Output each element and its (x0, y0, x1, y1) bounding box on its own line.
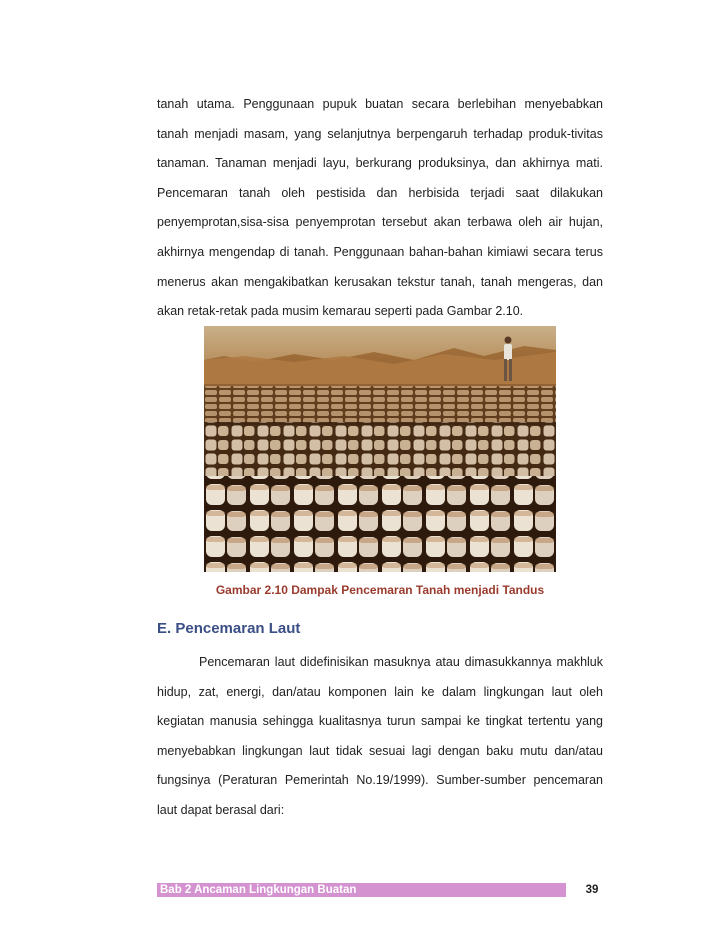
figure-caption: Gambar 2.10 Dampak Pencemaran Tanah menjadi Tandus (215, 583, 545, 597)
page-number: 39 (585, 884, 599, 896)
footer-chapter-title: Bab 2 Ancaman Lingkungan Buatan (160, 884, 357, 896)
section-heading (157, 620, 300, 637)
section-letter: E. (157, 620, 172, 637)
section-title: Pencemaran Laut (175, 620, 301, 637)
figure-cracked-soil-photo (204, 326, 556, 572)
section-paragraph (157, 648, 603, 826)
body-paragraph-1: tanah utama. Penggunaan pupuk buatan secara berlebihan menyebabkan tanah menjadi masam, yang selanjutnya berpengaruh terhadap produk-tivitas tanaman. Tanaman menjadi layu, berkurang produksinya, dan akhirnya mati. Pencemaran tanah oleh pestisida dan herbisida terjadi saat dilakukan penyemprotan,sisa-sisa penyemprotan tersebut akan terbawa oleh air hujan, akhirnya mengendap di tanah. Penggunaan bahan-bahan kimiawi secara terus menerus akan mengakibatkan kerusakan tekstur tanah, tanah mengeras, dan akan retak-retak pada musim kemarau seperti pada Gambar 2.10. (157, 97, 603, 319)
section-paragraph-text: Pencemaran laut didefinisikan masuknya atau dimasukkannya makhluk hidup, zat, energi, dan/atau komponen lain ke dalam lingkungan laut oleh kegiatan manusia sehingga kualitasnya turun sampai ke tingkat tertentu yang menyebabkan lingkungan laut tidak sesuai lagi dengan baku mutu dan/atau fungsinya (Peraturan Pemerintah No.19/1999). Sumber-sumber pencemaran laut dapat berasal dari: (157, 655, 603, 817)
cracked-soil-image (204, 326, 556, 572)
